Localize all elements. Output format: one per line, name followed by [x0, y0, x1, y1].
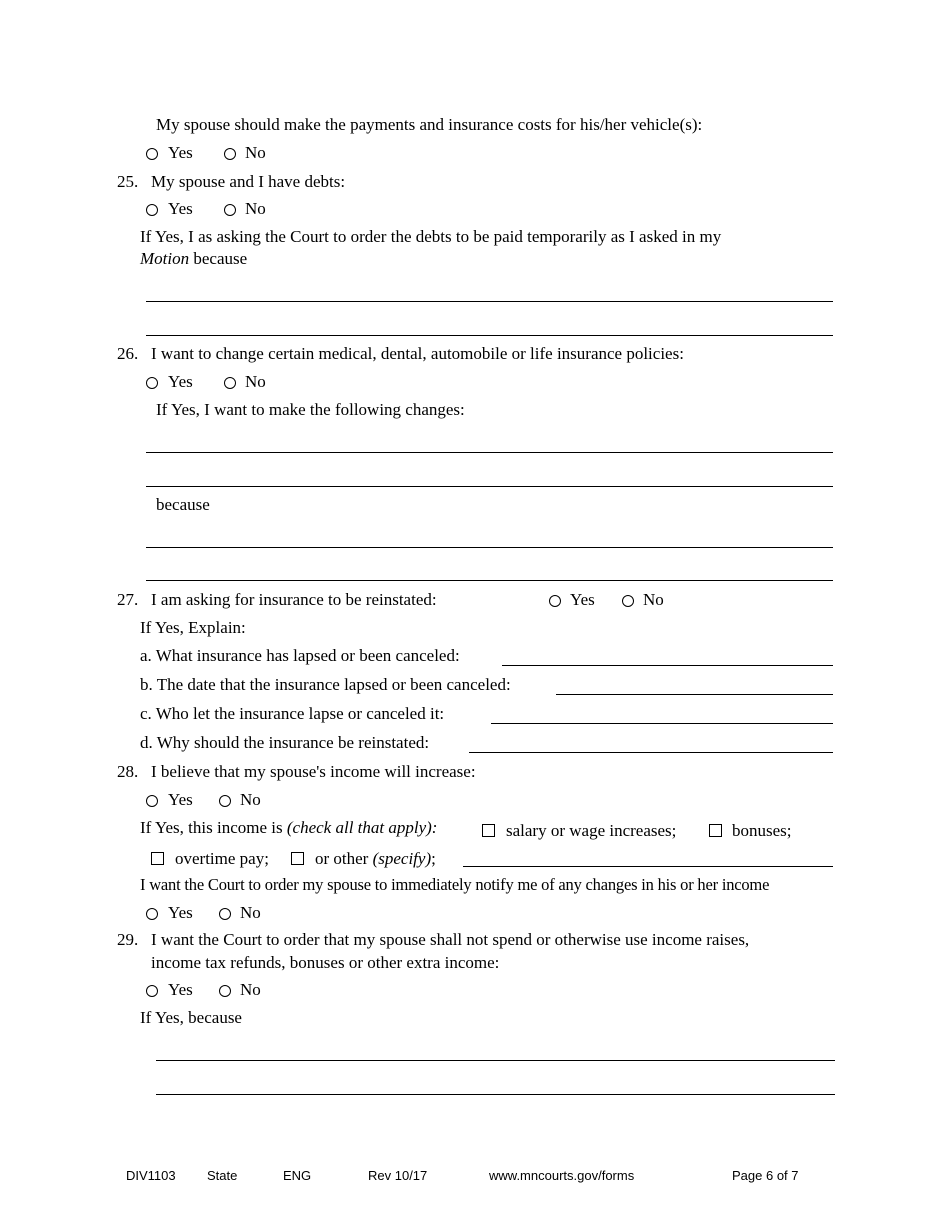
- q25-if-yes-text-2: [140, 249, 247, 269]
- vehicle-yes-radio[interactable]: [146, 148, 158, 160]
- because-word: because: [189, 249, 248, 268]
- other-income-line[interactable]: [463, 866, 833, 867]
- q25-answer-line-2[interactable]: [146, 335, 833, 336]
- vehicle-no-label: No: [245, 143, 266, 162]
- q27d-label: d. Why should the insurance be reinstated:: [140, 733, 430, 752]
- notify-yes-label: Yes: [168, 903, 193, 922]
- q26-because-line-1[interactable]: [146, 547, 833, 548]
- specify-note: (specify): [372, 849, 432, 868]
- q27d-answer-line[interactable]: [469, 752, 833, 753]
- q26-because-line-2[interactable]: [146, 580, 833, 581]
- bonuses-label: bonuses;: [732, 821, 792, 840]
- q28-if-yes-text: [140, 818, 437, 838]
- q28-no-label: No: [240, 790, 261, 809]
- q29-answer-line-1[interactable]: [156, 1060, 835, 1061]
- notify-yes-radio[interactable]: [146, 908, 158, 920]
- q27b-label: b. The date that the insurance lapsed or been canceled:: [140, 675, 511, 694]
- q26-if-yes-text: If Yes, I want to make the following changes:: [156, 400, 465, 419]
- q29-question-line-1: I want the Court to order that my spouse shall not spend or otherwise use income raises,: [151, 930, 750, 949]
- q25-number: 25.: [117, 172, 139, 191]
- footer-page-number: Page 6 of 7: [732, 1168, 799, 1183]
- salary-increase-label: salary or wage increases;: [506, 821, 677, 840]
- q26-changes-line-2[interactable]: [146, 486, 833, 487]
- q28-yes-radio[interactable]: [146, 795, 158, 807]
- q26-changes-line-1[interactable]: [146, 452, 833, 453]
- q29-yes-radio[interactable]: [146, 985, 158, 997]
- other-income-checkbox[interactable]: [291, 852, 304, 865]
- motion-term: Motion: [140, 249, 190, 268]
- q28-number: 28.: [117, 762, 139, 781]
- q26-yes-radio[interactable]: [146, 377, 158, 389]
- q28-no-radio[interactable]: [219, 795, 231, 807]
- q29-number: 29.: [117, 930, 139, 949]
- footer-revision: Rev 10/17: [368, 1168, 428, 1183]
- q27-yes-label: Yes: [570, 590, 595, 609]
- q29-no-label: No: [240, 980, 261, 999]
- q25-answer-line-1[interactable]: [146, 301, 833, 302]
- q26-number: 26.: [117, 344, 139, 363]
- q29-because-label: If Yes, because: [140, 1008, 242, 1027]
- salary-increase-checkbox[interactable]: [482, 824, 495, 837]
- bonuses-checkbox[interactable]: [709, 824, 722, 837]
- q28-question: I believe that my spouse's income will increase:: [151, 762, 476, 781]
- q27a-label: a. What insurance has lapsed or been canceled:: [140, 646, 460, 665]
- q26-no-label: No: [245, 372, 266, 391]
- vehicle-yes-label: Yes: [168, 143, 193, 162]
- notify-no-radio[interactable]: [219, 908, 231, 920]
- q26-yes-label: Yes: [168, 372, 193, 391]
- footer-form-id: DIV1103: [126, 1168, 176, 1183]
- q29-yes-label: Yes: [168, 980, 193, 999]
- q27-no-radio[interactable]: [622, 595, 634, 607]
- q27-no-label: No: [643, 590, 664, 609]
- q28-if-yes-prefix: If Yes, this income is: [140, 818, 287, 837]
- footer-state: State: [207, 1168, 238, 1183]
- q25-question: My spouse and I have debts:: [151, 172, 346, 191]
- q25-yes-label: Yes: [168, 199, 193, 218]
- footer-language: ENG: [283, 1168, 312, 1183]
- q26-question: I want to change certain medical, dental, automobile or life insurance policies:: [151, 344, 684, 363]
- q27c-answer-line[interactable]: [491, 723, 833, 724]
- overtime-label: overtime pay;: [175, 849, 269, 868]
- q25-no-label: No: [245, 199, 266, 218]
- q27c-label: c. Who let the insurance lapse or canceled it:: [140, 704, 445, 723]
- notify-no-label: No: [240, 903, 261, 922]
- q27-yes-radio[interactable]: [549, 595, 561, 607]
- specify-suffix: ;: [431, 849, 436, 868]
- q29-no-radio[interactable]: [219, 985, 231, 997]
- other-income-label: [315, 849, 436, 869]
- q25-no-radio[interactable]: [224, 204, 236, 216]
- other-word: or other: [315, 849, 373, 868]
- q29-question-line-2: income tax refunds, bonuses or other extra income:: [151, 953, 500, 972]
- q27-question: I am asking for insurance to be reinstated:: [151, 590, 437, 609]
- q25-if-yes-text: If Yes, I as asking the Court to order the debts to be paid temporarily as I asked in my: [140, 227, 722, 246]
- q27-explain-label: If Yes, Explain:: [140, 618, 246, 637]
- q27a-answer-line[interactable]: [502, 665, 833, 666]
- check-all-note: (check all that apply):: [286, 818, 438, 837]
- q25-yes-radio[interactable]: [146, 204, 158, 216]
- vehicle-no-radio[interactable]: [224, 148, 236, 160]
- q27b-answer-line[interactable]: [556, 694, 833, 695]
- q27-number: 27.: [117, 590, 139, 609]
- notify-changes-question: I want the Court to order my spouse to immediately notify me of any changes in his or her income: [140, 875, 770, 894]
- q26-because-label: because: [156, 495, 210, 514]
- vehicle-payment-question: My spouse should make the payments and insurance costs for his/her vehicle(s):: [156, 115, 703, 134]
- footer-url[interactable]: www.mncourts.gov/forms: [489, 1168, 635, 1183]
- overtime-checkbox[interactable]: [151, 852, 164, 865]
- q28-yes-label: Yes: [168, 790, 193, 809]
- q26-no-radio[interactable]: [224, 377, 236, 389]
- q29-answer-line-2[interactable]: [156, 1094, 835, 1095]
